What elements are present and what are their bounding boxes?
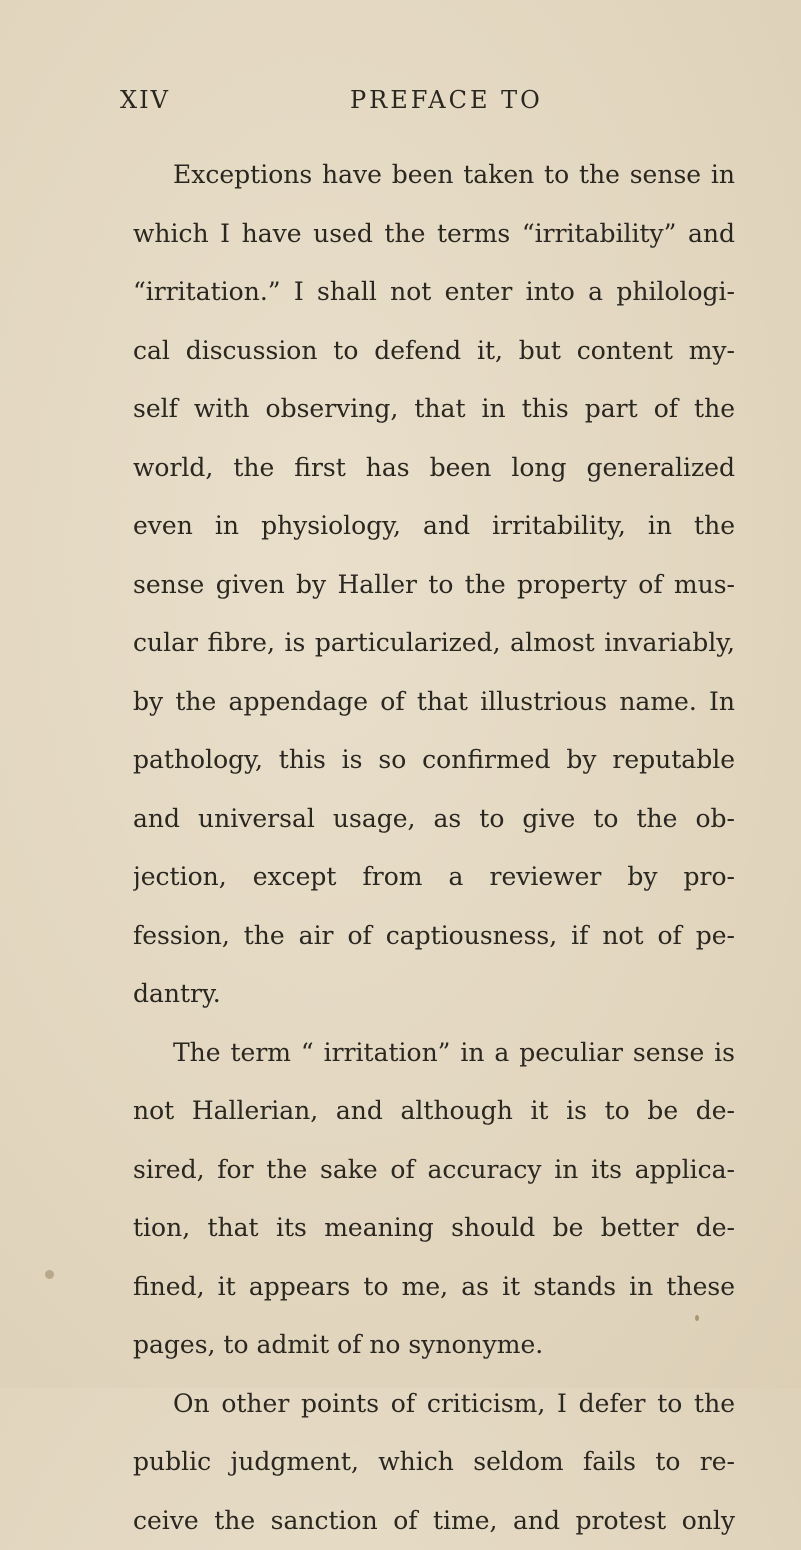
body-text <box>133 146 735 1550</box>
paper-spot <box>45 1270 54 1279</box>
text-line: and universal usage, as to give to the ob- <box>133 790 735 849</box>
text-line: “irritation.” I shall not enter into a philologi- <box>133 263 735 322</box>
page-number: XIV <box>120 86 170 114</box>
text-line: sense given by Haller to the property of mus- <box>133 556 735 615</box>
text-line: by the appendage of that illustrious name. In <box>133 673 735 732</box>
text-line: jection, except from a reviewer by pro- <box>133 848 735 907</box>
text-line: self with observing, that in this part of the <box>133 380 735 439</box>
text-line: cular fibre, is particularized, almost invariably, <box>133 614 735 673</box>
text-line: Exceptions have been taken to the sense in <box>133 146 735 205</box>
text-line: dantry. <box>133 965 735 1024</box>
text-line: cal discussion to defend it, but content my- <box>133 322 735 381</box>
text-line: public judgment, which seldom fails to re- <box>133 1433 735 1492</box>
text-line: fined, it appears to me, as it stands in these <box>133 1258 735 1317</box>
text-line: pages, to admit of no synonyme. <box>133 1316 735 1375</box>
text-line: On other points of criticism, I defer to the <box>133 1375 735 1434</box>
running-head <box>120 86 740 126</box>
text-line: even in physiology, and irritability, in the <box>133 497 735 556</box>
text-line: sired, for the sake of accuracy in its applica- <box>133 1141 735 1200</box>
text-line: world, the first has been long generalized <box>133 439 735 498</box>
running-head-title: PREFACE TO <box>350 86 543 114</box>
text-line: fession, the air of captiousness, if not of pe- <box>133 907 735 966</box>
text-line: not Hallerian, and although it is to be de- <box>133 1082 735 1141</box>
text-line: pathology, this is so confirmed by reputable <box>133 731 735 790</box>
text-line: which I have used the terms “irritability” and <box>133 205 735 264</box>
text-line: ceive the sanction of time, and protest only <box>133 1492 735 1550</box>
text-line: The term “ irritation” in a peculiar sense is <box>133 1024 735 1083</box>
paper-spot <box>695 1315 699 1321</box>
text-line: tion, that its meaning should be better de- <box>133 1199 735 1258</box>
